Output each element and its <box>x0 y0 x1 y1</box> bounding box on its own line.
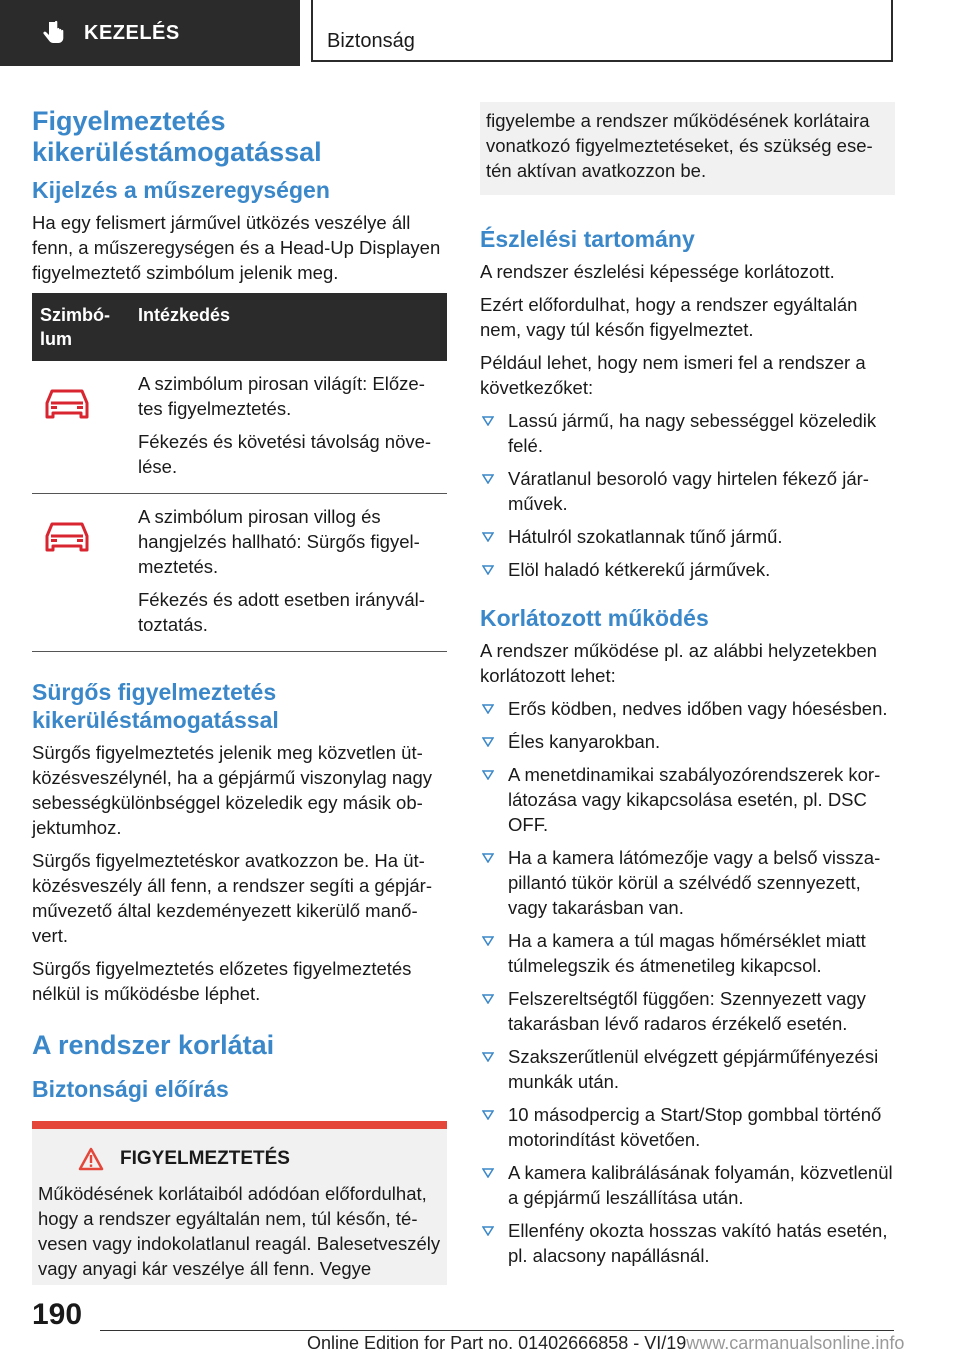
bullet-triangle-icon <box>482 737 494 747</box>
bullet-triangle-icon <box>482 474 494 484</box>
bullet-triangle-icon <box>482 770 494 780</box>
warning-header <box>78 1147 441 1171</box>
list-item: Erős ködben, nedves időben vagy hóesésben. <box>480 696 895 721</box>
paragraph: A rendszer működése pl. az alábbi helyzetekben korlátozott lehet: <box>480 640 877 686</box>
table-row <box>32 494 447 652</box>
section-tab <box>0 0 300 66</box>
section-title-limits: A rendszer korlátai <box>32 1030 275 1060</box>
warning-box-continued <box>480 102 895 195</box>
paragraph: Ezért előfordulhat, hogy a rendszer egyáltalán nem, vagy túl későn figyelmeztet. <box>480 294 858 340</box>
list-item: A menetdinamikai szabályozórendszerek korlátozása vagy kikapcsolása esetén, pl. DSC OFF. <box>480 762 895 837</box>
action-text: A szimbólum pirosan villog és hangjelzés hallható: Sürgős figyelmeztetés. <box>138 506 420 577</box>
warning-text: Működésének korlátaiból adódóan előfordulhat, hogy a rendszer egyáltalán nem, túl későn, tévesen vagy indokolatlanul reagál. Balesetveszély vagy anyagi kár veszélye áll fenn. Vegye <box>38 1183 441 1279</box>
bullet-triangle-icon <box>482 936 494 946</box>
action-cell <box>130 494 447 652</box>
table-row <box>32 361 447 494</box>
section-label: KEZELÉS <box>84 21 180 44</box>
subsection-instrument-cluster: Kijelzés a műszeregységen <box>32 177 330 203</box>
column-header-action: Intézkedés <box>130 293 447 361</box>
bullet-triangle-icon <box>482 416 494 426</box>
section-title: Figyelmeztetés kikerüléstámogatással <box>32 106 322 167</box>
paragraph: A rendszer észlelési képessége korlátozott. <box>480 261 835 282</box>
action-text: Fékezés és adott esetben irányváltoztatás. <box>138 589 425 635</box>
list-item: Elöl haladó kétkerekű járművek. <box>480 557 895 582</box>
footer-edition: Online Edition for Part no. 01402666858 - VI/19www.carmanualsonline.info <box>307 1333 905 1353</box>
bullet-triangle-icon <box>482 704 494 714</box>
subsection-limited-function: Korlátozott működés <box>480 605 709 631</box>
bullet-triangle-icon <box>482 853 494 863</box>
action-text: A szimbólum pirosan világít: Előzetes figyelmeztetés. <box>138 373 425 419</box>
subsection-urgent-warning: Sürgős figyelmeztetés kikerüléstámogatással <box>32 679 279 733</box>
list-item: Szakszerűtlenül elvégzett gépjárműfényezési munkák után. <box>480 1044 895 1094</box>
table-header <box>32 293 447 361</box>
column-header-symbol: Szimbólum <box>32 293 130 361</box>
watermark[interactable]: www.carmanualsonline.info <box>686 1333 905 1353</box>
list-item: Hátulról szokatlannak tűnő jármű. <box>480 524 895 549</box>
paragraph: Ha egy felismert járművel ütközés veszélye áll fenn, a műszeregységen és a Head-Up Displayen figyelmeztető szimbólum jelenik meg. <box>32 212 441 283</box>
hand-pointer-icon <box>40 19 68 47</box>
bullet-triangle-icon <box>482 1052 494 1062</box>
paragraph: Sürgős figyelmeztetés jelenik meg közvetlen ütközésveszélynél, ha a gépjármű viszonylag nagy sebességkülönbséggel közeledik egy másik objektumhoz. <box>32 742 433 838</box>
car-warning-icon <box>42 518 92 556</box>
bullet-triangle-icon <box>482 532 494 542</box>
list-item: Lassú jármű, ha nagy sebességgel közeledik felé. <box>480 408 895 458</box>
list-item: 10 másodpercig a Start/Stop gombbal történő motorindítást követően. <box>480 1102 895 1152</box>
symbol-cell <box>32 361 130 494</box>
right-column <box>480 102 895 1276</box>
bullet-triangle-icon <box>482 1226 494 1236</box>
subsection-safety: Biztonsági előírás <box>32 1076 229 1102</box>
left-column <box>32 100 447 1285</box>
warning-text-continued: figyelembe a rendszer működésének korlátaira vonatkozó figyelmeztetéseket, és szükség esetén aktívan avatkozzon be. <box>486 110 873 181</box>
action-cell <box>130 361 447 494</box>
bullet-triangle-icon <box>482 994 494 1004</box>
list-item: Ha a kamera a túl magas hőmérséklet miatt túlmelegszik és átmenetileg kikapcsol. <box>480 928 895 978</box>
list-item: A kamera kalibrálásának folyamán, közvetlenül a gépjármű leszállítása után. <box>480 1160 895 1210</box>
list-item: Váratlanul besoroló vagy hirtelen fékező járművek. <box>480 466 895 516</box>
warning-triangle-icon <box>78 1147 104 1171</box>
chapter-title: Biztonság <box>327 30 415 52</box>
limitation-list <box>480 696 895 1268</box>
detection-limit-list <box>480 408 895 582</box>
list-item: Ha a kamera látómezője vagy a belső visszapillantó tükör körül a szélvédő szennyezett, vagy takarásban van. <box>480 845 895 920</box>
page-number: 190 <box>32 1298 83 1331</box>
warning-title: FIGYELMEZTETÉS <box>120 1148 290 1169</box>
list-item: Felszereltségtől függően: Szennyezett vagy takarásban lévő radaros érzékelő esetén. <box>480 986 895 1036</box>
paragraph: Sürgős figyelmeztetés előzetes figyelmeztetés nélkül is működésbe léphet. <box>32 958 412 1004</box>
car-warning-icon <box>42 385 92 423</box>
bullet-triangle-icon <box>482 565 494 575</box>
chapter-header <box>311 0 893 62</box>
list-item: Ellenfény okozta hosszas vakító hatás esetén, pl. alacsony napállásnál. <box>480 1218 895 1268</box>
paragraph: Sürgős figyelmeztetéskor avatkozzon be. Ha ütközésveszély áll fenn, a rendszer segíti a gépjárművezető által kezdeményezett kikerülő manővert. <box>32 850 433 946</box>
action-text: Fékezés és követési távolság növelése. <box>138 431 432 477</box>
symbol-cell <box>32 494 130 652</box>
paragraph: Például lehet, hogy nem ismeri fel a rendszer a következőket: <box>480 352 866 398</box>
footer-divider <box>100 1330 894 1331</box>
warning-box <box>32 1121 447 1285</box>
list-item: Éles kanyarokban. <box>480 729 895 754</box>
subsection-detection-range: Észlelési tartomány <box>480 226 695 252</box>
symbol-table <box>32 293 447 652</box>
bullet-triangle-icon <box>482 1110 494 1120</box>
bullet-triangle-icon <box>482 1168 494 1178</box>
